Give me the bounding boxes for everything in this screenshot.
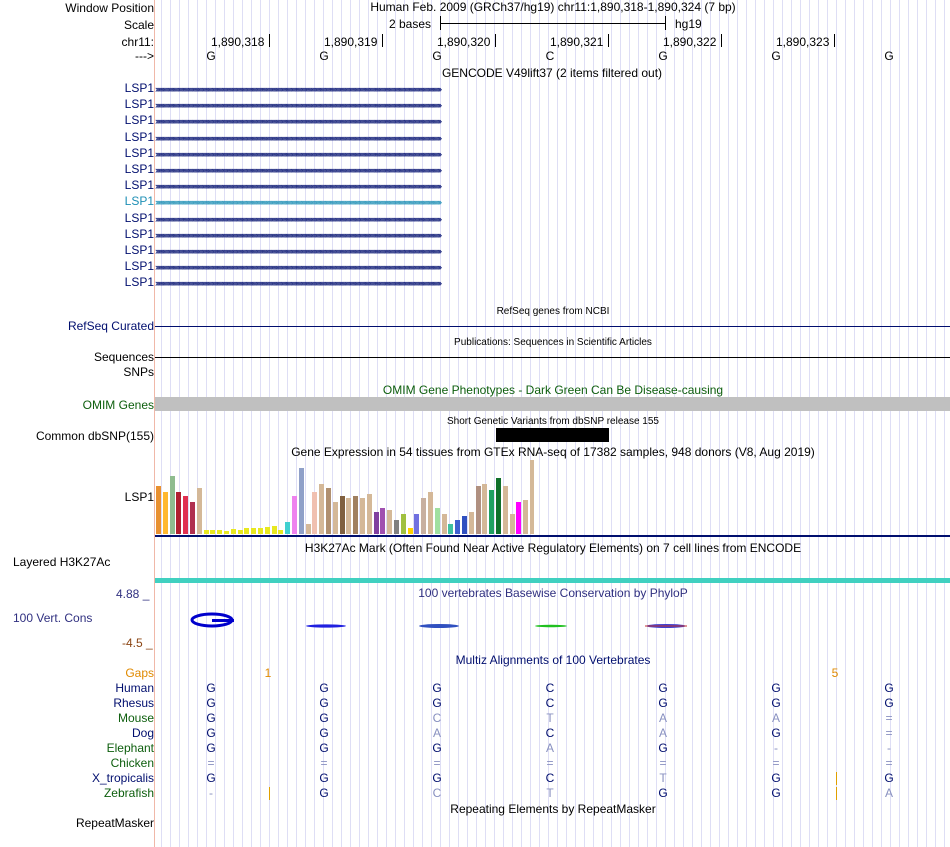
- publications-line[interactable]: [155, 357, 950, 358]
- snps-track-label[interactable]: SNPs: [123, 365, 154, 379]
- window-position-text: Human Feb. 2009 (GRCh37/hg19) chr11:1,890,318-1,890,324 (7 bp): [370, 0, 736, 14]
- gtex-tissue-bar[interactable]: [469, 512, 474, 534]
- window-position-label: Window Position: [65, 1, 154, 15]
- phylop-ymin: -4.5 _: [122, 636, 153, 650]
- gtex-tissue-bar[interactable]: [462, 516, 467, 534]
- alignment-base: G: [658, 741, 668, 755]
- alignment-base: =: [433, 756, 441, 770]
- gtex-tissue-bar[interactable]: [251, 528, 256, 534]
- alignment-base: A: [884, 786, 894, 800]
- gencode-gene-feature[interactable]: ››››››››››››››››››››››››››››››››››››››››››››››››››››››››››››››››››››››››››››››››››››››››››››››››››››››››››››››››››››››››››››››››››››››››››››››››››››››››››››››››››››››››››››››››››››››››››››››››››››››››››››››››››››››››››››››››››››››››››››››››››››››››››››››››››››: [155, 230, 441, 240]
- gtex-tissue-bar[interactable]: [421, 498, 426, 534]
- ruler-position-tick: [721, 34, 722, 47]
- gtex-tissue-bar[interactable]: [448, 524, 453, 534]
- gtex-tissue-bar[interactable]: [210, 530, 215, 534]
- dbsnp-track-title: Short Genetic Variants from dbSNP release 155: [447, 416, 659, 427]
- alignment-base: G: [206, 726, 216, 740]
- scale-bar-right-tick: [665, 16, 666, 30]
- gtex-tissue-bar[interactable]: [516, 502, 521, 534]
- species-label[interactable]: Mouse: [117, 711, 154, 725]
- species-label[interactable]: Zebrafish: [103, 786, 154, 800]
- species-label[interactable]: Rhesus: [113, 696, 154, 710]
- gtex-baseline: [155, 535, 950, 537]
- strand-label: --->: [135, 49, 154, 63]
- gtex-tissue-bar[interactable]: [204, 530, 209, 534]
- alignment-base: A: [432, 726, 442, 740]
- ruler-base: G: [884, 49, 894, 63]
- gtex-tissue-bar[interactable]: [292, 496, 297, 534]
- gencode-gene-label[interactable]: LSP1: [124, 275, 154, 290]
- gencode-gene-feature[interactable]: ››››››››››››››››››››››››››››››››››››››››››››››››››››››››››››››››››››››››››››››››››››››››››››››››››››››››››››››››››››››››››››››››››››››››››››››››››››››››››››››››››››››››››››››››››››››››››››››››››››››››››››››››››››››››››››››››››››››››››››››››››››››››››››››››››››: [155, 214, 441, 224]
- alignment-base: C: [545, 681, 555, 695]
- gencode-track-title: GENCODE V49lift37 (2 items filtered out): [441, 66, 663, 80]
- assembly-label: hg19: [675, 17, 702, 31]
- alignment-base: G: [319, 681, 329, 695]
- gencode-gene-feature[interactable]: ››››››››››››››››››››››››››››››››››››››››››››››››››››››››››››››››››››››››››››››››››››››››››››››››››››››››››››››››››››››››››››››››››››››››››››››››››››››››››››››››››››››››››››››››››››››››››››››››››››››››››››››››››››››››››››››››››››››››››››››››››››››››››››››››››››: [155, 166, 441, 175]
- gtex-tissue-bar[interactable]: [496, 478, 501, 534]
- gtex-tissue-bar[interactable]: [523, 500, 528, 534]
- alignment-base: =: [659, 756, 667, 770]
- phylop-logo-g1: [192, 614, 234, 626]
- alignment-base: C: [432, 711, 442, 725]
- gap-count: 5: [831, 666, 839, 680]
- alignment-base: G: [771, 726, 781, 740]
- gencode-gene-feature[interactable]: ››››››››››››››››››››››››››››››››››››››››››››››››››››››››››››››››››››››››››››››››››››››››››››››››››››››››››››››››››››››››››››››››››››››››››››››››››››››››››››››››››››››››››››››››››››››››››››››››››››››››››››››››››››››››››››››››››››››››››››››››››››››››››››››››››››: [155, 85, 441, 94]
- gencode-gene-feature[interactable]: ››››››››››››››››››››››››››››››››››››››››››››››››››››››››››››››››››››››››››››››››››››››››››››››››››››››››››››››››››››››››››››››››››››››››››››››››››››››››››››››››››››››››››››››››››››››››››››››››››››››››››››››››››››››››››››››››››››››››››››››››››››››››››››››››››››: [155, 279, 441, 289]
- gencode-gene-feature[interactable]: ››››››››››››››››››››››››››››››››››››››››››››››››››››››››››››››››››››››››››››››››››››››››››››››››››››››››››››››››››››››››››››››››››››››››››››››››››››››››››››››››››››››››››››››››››››››››››››››››››››››››››››››››››››››››››››››››››››››››››››››››››››››››››››››››››››: [155, 247, 441, 256]
- gtex-tissue-bar[interactable]: [306, 524, 311, 534]
- alignment-base: G: [771, 696, 781, 710]
- alignment-base: A: [658, 711, 668, 725]
- alignment-base: G: [771, 681, 781, 695]
- species-label[interactable]: X_tropicalis: [91, 771, 154, 785]
- alignment-base: G: [432, 696, 442, 710]
- alignment-base: =: [320, 756, 328, 770]
- ruler-base: G: [206, 49, 216, 63]
- alignment-base: =: [546, 756, 554, 770]
- gencode-gene-feature[interactable]: ››››››››››››››››››››››››››››››››››››››››››››››››››››››››››››››››››››››››››››››››››››››››››››››››››››››››››››››››››››››››››››››››››››››››››››››››››››››››››››››››››››››››››››››››››››››››››››››››››››››››››››››››››››››››››››››››››››››››››››››››››››››››››››››››››››: [155, 101, 441, 111]
- gtex-tissue-bar[interactable]: [326, 488, 331, 534]
- alignment-base: A: [658, 726, 668, 740]
- gtex-tissue-bar[interactable]: [272, 526, 277, 534]
- gtex-tissue-bar[interactable]: [183, 496, 188, 534]
- gtex-tissue-bar[interactable]: [340, 496, 345, 534]
- species-label[interactable]: Dog: [131, 726, 154, 740]
- gtex-tissue-bar[interactable]: [224, 531, 229, 534]
- publications-track-label[interactable]: Sequences: [93, 350, 154, 364]
- ruler-position-label: 1,890,319: [324, 35, 378, 49]
- gtex-tissue-bar[interactable]: [312, 492, 317, 534]
- alignment-base: =: [207, 756, 215, 770]
- species-label[interactable]: Human: [115, 681, 154, 695]
- alignment-base: -: [887, 741, 891, 755]
- ruler-base: G: [432, 49, 442, 63]
- ruler-position-tick: [834, 34, 835, 47]
- gtex-tissue-bar[interactable]: [401, 514, 406, 534]
- insertion-marker: [836, 772, 837, 785]
- phylop-ymax: 4.88 _: [116, 587, 150, 601]
- gtex-tissue-bar[interactable]: [333, 502, 338, 534]
- gtex-tissue-bar[interactable]: [394, 520, 399, 534]
- alignment-base: G: [432, 681, 442, 695]
- phylop-track-label[interactable]: 100 Vert. Cons: [13, 611, 93, 625]
- gencode-gene-feature[interactable]: ››››››››››››››››››››››››››››››››››››››››››››››››››››››››››››››››››››››››››››››››››››››››››››››››››››››››››››››››››››››››››››››››››››››››››››››››››››››››››››››››››››››››››››››››››››››››››››››››››››››››››››››››››››››››››››››››››››››››››››››››››››››››››››››››››››: [155, 149, 441, 159]
- ruler-position-tick: [382, 34, 383, 47]
- species-label[interactable]: Elephant: [106, 741, 154, 755]
- gencode-gene-label[interactable]: LSP1: [124, 97, 154, 112]
- omim-track-label[interactable]: OMIM Genes: [82, 398, 154, 412]
- omim-feature-bar[interactable]: [155, 397, 950, 411]
- gencode-gene-label[interactable]: LSP1: [124, 178, 154, 193]
- gencode-gene-feature[interactable]: ››››››››››››››››››››››››››››››››››››››››››››››››››››››››››››››››››››››››››››››››››››››››››››››››››››››››››››››››››››››››››››››››››››››››››››››››››››››››››››››››››››››››››››››››››››››››››››››››››››››››››››››››››››››››››››››››››››››››››››››››››››››››››››››››››››: [155, 198, 441, 208]
- chrom-label: chr11:: [121, 35, 154, 49]
- repeatmasker-track-label[interactable]: RepeatMasker: [75, 816, 154, 830]
- gtex-tissue-bar[interactable]: [455, 520, 460, 534]
- alignment-base: -: [209, 786, 213, 800]
- alignment-base: C: [545, 771, 555, 785]
- gtex-tissue-bar[interactable]: [244, 528, 249, 534]
- gencode-gene-label[interactable]: LSP1: [124, 259, 154, 274]
- gtex-tissue-bar[interactable]: [489, 490, 494, 534]
- ruler-base: C: [545, 49, 555, 63]
- alignment-base: G: [319, 711, 329, 725]
- gtex-tissue-bar[interactable]: [258, 528, 263, 534]
- ruler-position-label: 1,890,320: [437, 35, 491, 49]
- gtex-tissue-bar[interactable]: [190, 502, 195, 534]
- gencode-gene-feature[interactable]: ››››››››››››››››››››››››››››››››››››››››››››››››››››››››››››››››››››››››››››››››››››››››››››››››››››››››››››››››››››››››››››››››››››››››››››››››››››››››››››››››››››››››››››››››››››››››››››››››››››››››››››››››››››››››››››››››››››››››››››››››››››››››››››››››››››: [155, 263, 441, 273]
- gtex-tissue-bar[interactable]: [346, 498, 351, 534]
- alignment-base: G: [658, 681, 668, 695]
- repeatmasker-track-title: Repeating Elements by RepeatMasker: [450, 802, 656, 816]
- gtex-tissue-bar[interactable]: [265, 527, 270, 534]
- h3k27ac-signal[interactable]: [155, 578, 950, 583]
- gaps-label: Gaps: [125, 666, 154, 680]
- dbsnp-variant-feature[interactable]: [496, 428, 609, 442]
- gtex-tissue-bar[interactable]: [435, 508, 440, 534]
- gtex-tissue-bar[interactable]: [408, 528, 413, 534]
- phylop-logo-g2: [306, 624, 346, 627]
- alignment-base: G: [432, 741, 442, 755]
- ruler-position-tick: [495, 34, 496, 47]
- gtex-tissue-bar[interactable]: [360, 498, 365, 534]
- alignment-base: G: [884, 681, 894, 695]
- refseq-track-title: RefSeq genes from NCBI: [496, 306, 610, 317]
- gtex-track-label[interactable]: LSP1: [124, 490, 154, 504]
- multiz-track-title: Multiz Alignments of 100 Vertebrates: [455, 653, 651, 667]
- alignment-base: C: [545, 696, 555, 710]
- gencode-gene-label[interactable]: LSP1: [124, 145, 154, 160]
- gtex-tissue-bar[interactable]: [482, 484, 487, 534]
- dbsnp-track-label[interactable]: Common dbSNP(155): [35, 429, 154, 443]
- alignment-base: G: [771, 771, 781, 785]
- gencode-gene-feature[interactable]: ››››››››››››››››››››››››››››››››››››››››››››››››››››››››››››››››››››››››››››››››››››››››››››››››››››››››››››››››››››››››››››››››››››››››››››››››››››››››››››››››››››››››››››››››››››››››››››››››››››››››››››››››››››››››››››››››››››››››››››››››››››››››››››››››››››: [155, 117, 441, 127]
- alignment-base: G: [206, 711, 216, 725]
- gtex-tissue-bar[interactable]: [299, 468, 304, 534]
- ruler-position-tick: [269, 34, 270, 47]
- h3k27ac-track-label[interactable]: Layered H3K27Ac: [13, 555, 111, 569]
- gtex-tissue-bar[interactable]: [380, 508, 385, 534]
- alignment-base: G: [884, 696, 894, 710]
- omim-track-title: OMIM Gene Phenotypes - Dark Green Can Be Disease-causing: [382, 383, 724, 397]
- gencode-gene-label[interactable]: LSP1: [124, 162, 154, 176]
- scale-bar: [440, 23, 666, 24]
- scale-text: 2 bases: [389, 17, 432, 31]
- alignment-base: G: [319, 741, 329, 755]
- alignment-base: G: [771, 786, 781, 800]
- gencode-gene-label[interactable]: LSP1: [124, 243, 154, 257]
- gtex-tissue-bar[interactable]: [374, 512, 379, 534]
- alignment-base: T: [546, 711, 554, 725]
- phylop-logo[interactable]: [155, 605, 950, 645]
- ruler-base: G: [319, 49, 329, 63]
- gtex-tissue-bar[interactable]: [367, 494, 372, 534]
- gtex-bar-chart[interactable]: [155, 458, 555, 534]
- gencode-gene-label[interactable]: LSP1: [124, 113, 154, 128]
- gtex-tissue-bar[interactable]: [163, 492, 168, 534]
- ruler-position-label: 1,890,322: [663, 35, 717, 49]
- track-data-area[interactable]: [155, 0, 950, 847]
- alignment-base: G: [206, 741, 216, 755]
- gtex-tissue-bar[interactable]: [238, 530, 243, 534]
- ruler-position-label: 1,890,323: [776, 35, 830, 49]
- alignment-base: G: [319, 771, 329, 785]
- alignment-base: G: [432, 771, 442, 785]
- alignment-base: G: [658, 696, 668, 710]
- alignment-base: G: [319, 696, 329, 710]
- ruler-base: G: [771, 49, 781, 63]
- phylop-logo-g3: [419, 624, 459, 628]
- ruler-position-label: 1,890,318: [211, 35, 265, 49]
- gencode-gene-feature[interactable]: ››››››››››››››››››››››››››››››››››››››››››››››››››››››››››››››››››››››››››››››››››››››››››››››››››››››››››››››››››››››››››››››››››››››››››››››››››››››››››››››››››››››››››››››››››››››››››››››››››››››››››››››››››››››››››››››››››››››››››››››››››››››››››››››››››››: [155, 182, 441, 192]
- gencode-gene-label[interactable]: LSP1: [124, 194, 154, 209]
- gtex-tissue-bar[interactable]: [503, 486, 508, 534]
- alignment-base: G: [658, 786, 668, 800]
- alignment-base: G: [206, 771, 216, 785]
- gtex-tissue-bar[interactable]: [170, 476, 175, 534]
- gtex-tissue-bar[interactable]: [231, 529, 236, 534]
- gtex-tissue-bar[interactable]: [414, 514, 419, 534]
- phylop-logo-c4: [535, 625, 567, 627]
- alignment-base: =: [885, 726, 893, 740]
- alignment-base: =: [772, 756, 780, 770]
- refseq-gene-line[interactable]: [155, 326, 950, 327]
- gtex-tissue-bar[interactable]: [278, 530, 283, 534]
- gap-count: 1: [264, 666, 272, 680]
- ruler-base: G: [658, 49, 668, 63]
- alignment-base: G: [206, 696, 216, 710]
- gencode-gene-label[interactable]: LSP1: [124, 226, 154, 241]
- alignment-base: =: [885, 711, 893, 725]
- alignment-base: G: [206, 681, 216, 695]
- alignment-base: A: [545, 741, 555, 755]
- alignment-base: -: [774, 741, 778, 755]
- refseq-track-label[interactable]: RefSeq Curated: [67, 319, 154, 333]
- gtex-tissue-bar[interactable]: [476, 486, 481, 534]
- gencode-gene-label[interactable]: LSP1: [124, 81, 154, 95]
- gtex-tissue-bar[interactable]: [176, 492, 181, 534]
- scale-bar-left-tick: [440, 16, 441, 30]
- gtex-track-title: Gene Expression in 54 tissues from GTEx RNA-seq of 17382 samples, 948 donors (V8, Aug 2019): [291, 445, 815, 459]
- insertion-marker: [836, 787, 837, 800]
- alignment-base: G: [319, 726, 329, 740]
- gtex-tissue-bar[interactable]: [217, 530, 222, 534]
- gtex-tissue-bar[interactable]: [442, 514, 447, 534]
- alignment-base: T: [659, 771, 667, 785]
- gtex-tissue-bar[interactable]: [387, 510, 392, 534]
- h3k27ac-track-title: H3K27Ac Mark (Often Found Near Active Regulatory Elements) on 7 cell lines from ENCODE: [304, 541, 802, 555]
- gtex-tissue-bar[interactable]: [530, 460, 534, 534]
- alignment-base: C: [432, 786, 442, 800]
- ruler-position-tick: [608, 34, 609, 47]
- insertion-marker: [269, 787, 270, 800]
- gtex-tissue-bar[interactable]: [428, 492, 433, 534]
- alignment-base: C: [545, 726, 555, 740]
- species-label[interactable]: Chicken: [110, 756, 154, 770]
- gencode-gene-feature[interactable]: ››››››››››››››››››››››››››››››››››››››››››››››››››››››››››››››››››››››››››››››››››››››››››››››››››››››››››››››››››››››››››››››››››››››››››››››››››››››››››››››››››››››››››››››››››››››››››››››››››››››››››››››››››››››››››››››››››››››››››››››››››››››››››››››››››››: [155, 133, 441, 143]
- gencode-gene-label[interactable]: LSP1: [124, 129, 154, 144]
- alignment-base: G: [319, 786, 329, 800]
- gtex-tissue-bar[interactable]: [197, 488, 202, 534]
- alignment-base: G: [884, 771, 894, 785]
- publications-track-title: Publications: Sequences in Scientific Articles: [454, 337, 652, 348]
- alignment-base: =: [885, 756, 893, 770]
- scale-label: Scale: [123, 18, 154, 32]
- gencode-gene-label[interactable]: LSP1: [124, 210, 154, 225]
- alignment-base: T: [546, 786, 554, 800]
- gtex-tissue-bar[interactable]: [510, 514, 515, 534]
- gtex-tissue-bar[interactable]: [285, 522, 290, 534]
- ruler-position-label: 1,890,321: [550, 35, 604, 49]
- gtex-tissue-bar[interactable]: [353, 496, 358, 534]
- alignment-base: A: [771, 711, 781, 725]
- phylop-track-title: 100 vertebrates Basewise Conservation by PhyloP: [418, 586, 688, 600]
- gtex-tissue-bar[interactable]: [319, 484, 324, 534]
- gtex-tissue-bar[interactable]: [156, 486, 161, 534]
